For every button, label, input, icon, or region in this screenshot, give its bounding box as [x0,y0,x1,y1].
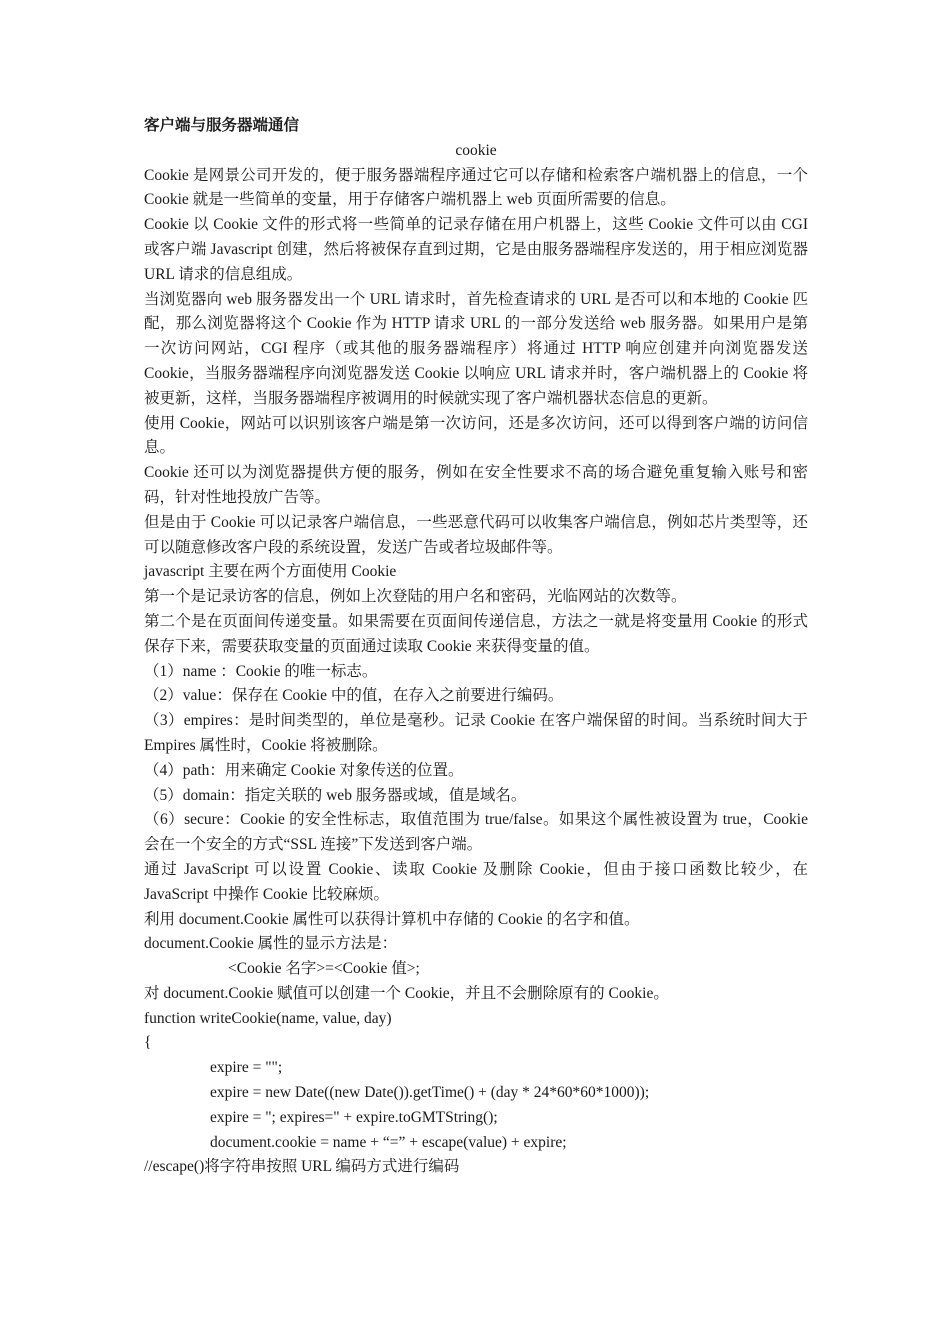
paragraph: 利用 document.Cookie 属性可以获得计算机中存储的 Cookie 的名字和值。 [144,910,640,928]
paragraph: Cookie 还可以为浏览器提供方便的服务，例如在安全性要求不高的场合避免重复输入账号和密码，针对性地投放广告等。 [144,464,808,506]
paragraph: 第二个是在页面间传递变量。如果需要在页面间传递信息，方法之一就是将变量用 Cookie 的形式保存下来，需要获取变量的页面通过读取 Cookie 来获得变量的值。 [144,612,808,655]
paragraph: Cookie 是网景公司开发的，便于服务器端程序通过它可以存储和检索客户端机器上的信息，一个 Cookie 就是一些简单的变量，用于存储客户端机器上 web 页面所需要的信息。 [144,166,808,209]
code-comment: //escape()将字符串按照 URL 编码方式进行编码 [144,1158,460,1176]
code-line: expire = "; expires=" + expire.toGMTString(); [210,1108,498,1126]
paragraph: 对 document.Cookie 赋值可以创建一个 Cookie，并且不会删除原有的 Cookie。 [144,984,669,1002]
paragraph: 第一个是记录访客的信息，例如上次登陆的用户名和密码，光临网站的次数等。 [144,588,687,606]
code-line: expire = ""; [210,1059,283,1077]
format-line: <Cookie 名字>=<Cookie 值>; [228,960,420,978]
code-brace: { [144,1034,152,1052]
list-item: （4）path：用来确定 Cookie 对象传送的位置。 [144,761,464,779]
paragraph: 通过 JavaScript 可以设置 Cookie、读取 Cookie 及删除 Cookie，但由于接口函数比较少，在 JavaScript 中操作 Cookie 比较麻烦。 [144,860,808,903]
code-line: document.cookie = name + “=” + escape(value) + expire; [210,1133,567,1151]
document-body [144,114,808,1180]
paragraph: 使用 Cookie，网站可以识别该客户端是第一次访问，还是多次访问，还可以得到客户端的访问信息。 [144,414,808,457]
list-item: （3）empires：是时间类型的，单位是毫秒。记录 Cookie 在客户端保留的时间。当系统时间大于 Empires 属性时，Cookie 将被删除。 [144,712,808,754]
code-line: expire = new Date((new Date()).getTime() + (day * 24*60*60*1000)); [210,1084,650,1102]
list-item: （5）domain：指定关联的 web 服务器或域，值是域名。 [144,786,527,804]
document-title: 客户端与服务器端通信 [144,117,300,134]
paragraph: javascript 主要在两个方面使用 Cookie [144,563,397,581]
code-header: function writeCookie(name, value, day) [144,1009,392,1027]
paragraph: 当浏览器向 web 服务器发出一个 URL 请求时，首先检查请求的 URL 是否可以和本地的 Cookie 匹配，那么浏览器将这个 Cookie 作为 HTTP 请求 URL 的一部分发送给 web 服务器。如果用户是第一次访问网站，CGI 程序（或其他的服务器端程序）将通过 HTTP 响应创建并向浏览器发送 Cookie，当服务器端程序向浏览器发送 Cookie 以响应 URL 请求并时，客户端机器上的 Cookie 将被更新，这样，当服务器端程序被调用的时候就实现了客户端机器状态信息的更新。 [144,290,808,407]
list-item: （2）value：保存在 Cookie 中的值，在存入之前要进行编码。 [144,687,564,705]
list-item: （6）secure：Cookie 的安全性标志，取值范围为 true/false。如果这个属性被设置为 true，Cookie 会在一个安全的方式“SSL 连接”下发送到客户端。 [144,811,808,854]
paragraph: document.Cookie 属性的显示方法是： [144,935,398,953]
list-item: （1）name ：Cookie 的唯一标志。 [144,662,378,680]
paragraph: Cookie 以 Cookie 文件的形式将一些简单的记录存储在用户机器上，这些 Cookie 文件可以由 CGI 或客户端 Javascript 创建，然后将被保存直到过期，它是由服务器端程序发送的，用于相应浏览器 URL 请求的信息组成。 [144,216,808,283]
paragraph: 但是由于 Cookie 可以记录客户端信息，一些恶意代码可以收集客户端信息，例如芯片类型等，还可以随意修改客户段的系统设置，发送广告或者垃圾邮件等。 [144,513,808,556]
document-subtitle: cookie [455,141,497,159]
